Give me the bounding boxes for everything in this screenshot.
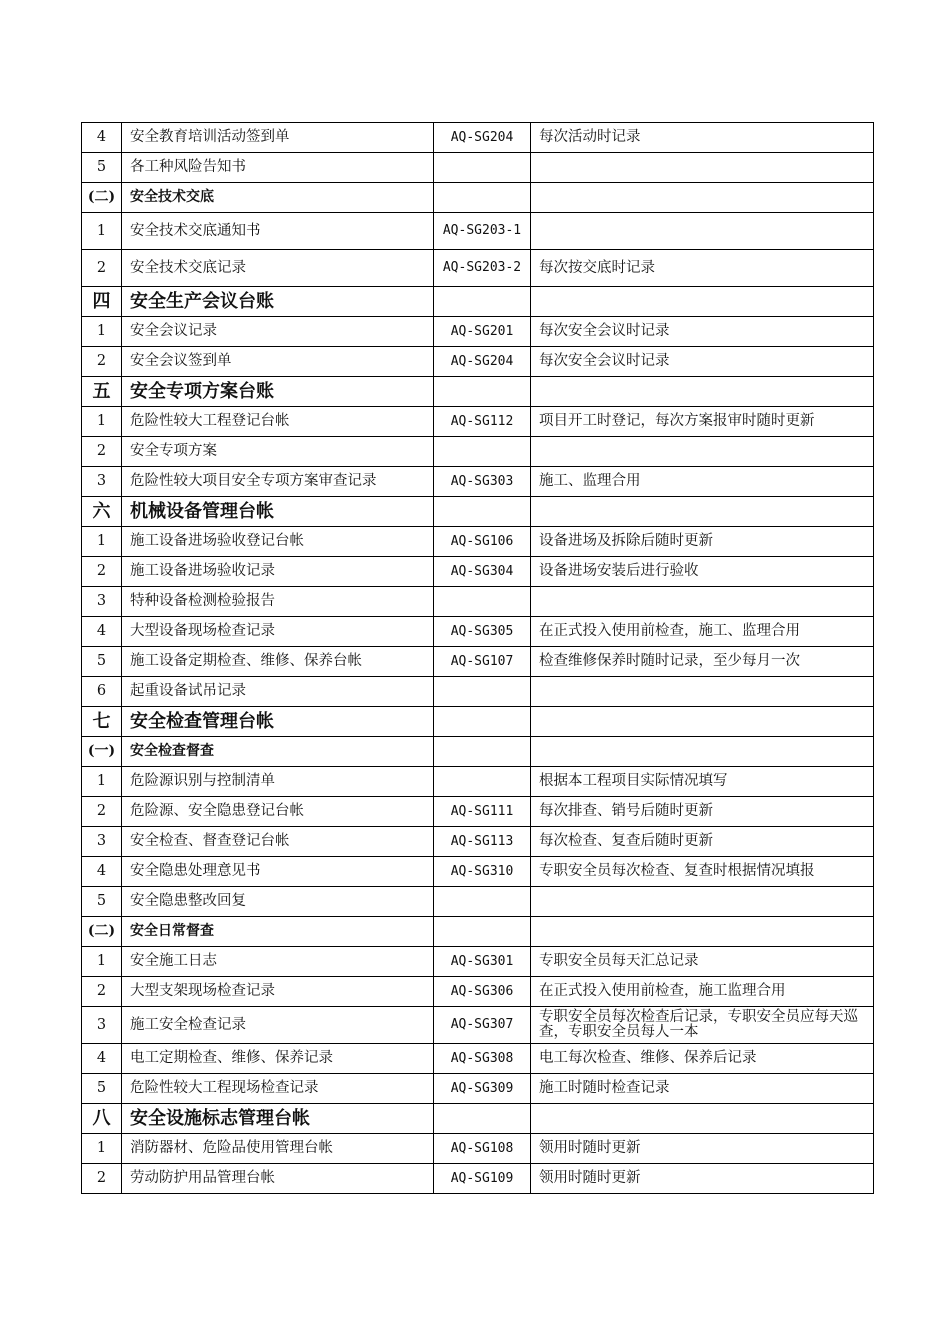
record-note bbox=[531, 213, 874, 250]
form-code bbox=[434, 497, 531, 527]
record-name: 安全专项方案 bbox=[122, 437, 434, 467]
form-code: AQ-SG112 bbox=[434, 407, 531, 437]
table-row bbox=[82, 887, 874, 917]
row-number: 2 bbox=[82, 1164, 122, 1194]
row-number: 1 bbox=[82, 947, 122, 977]
section-header-row bbox=[82, 1104, 874, 1134]
row-number: 1 bbox=[82, 767, 122, 797]
form-code bbox=[434, 677, 531, 707]
record-name: 安全检查、督查登记台帐 bbox=[122, 827, 434, 857]
row-number: 2 bbox=[82, 250, 122, 287]
table-row bbox=[82, 767, 874, 797]
form-code: AQ-SG305 bbox=[434, 617, 531, 647]
record-name: 施工安全检查记录 bbox=[122, 1007, 434, 1044]
table-row bbox=[82, 557, 874, 587]
section-header-row bbox=[82, 377, 874, 407]
form-code: AQ-SG310 bbox=[434, 857, 531, 887]
record-name: 消防器材、危险品使用管理台帐 bbox=[122, 1134, 434, 1164]
form-code bbox=[434, 287, 531, 317]
row-number: 5 bbox=[82, 1074, 122, 1104]
table-row bbox=[82, 977, 874, 1007]
table-row bbox=[82, 587, 874, 617]
record-name: 安全施工日志 bbox=[122, 947, 434, 977]
record-note bbox=[531, 707, 874, 737]
record-name: 安全技术交底 bbox=[122, 183, 434, 213]
record-note: 设备进场安装后进行验收 bbox=[531, 557, 874, 587]
table-row bbox=[82, 317, 874, 347]
record-note: 在正式投入使用前检查，施工监理合用 bbox=[531, 977, 874, 1007]
record-name: 安全日常督查 bbox=[122, 917, 434, 947]
record-note: 每次安全会议时记录 bbox=[531, 347, 874, 377]
form-code: AQ-SG111 bbox=[434, 797, 531, 827]
row-number: 5 bbox=[82, 647, 122, 677]
form-code: AQ-SG301 bbox=[434, 947, 531, 977]
table-row bbox=[82, 123, 874, 153]
record-note: 专职安全员每次检查后记录，专职安全员应每天巡查，专职安全员每人一本 bbox=[531, 1007, 874, 1044]
form-code: AQ-SG113 bbox=[434, 827, 531, 857]
record-name: 危险性较大工程现场检查记录 bbox=[122, 1074, 434, 1104]
table-row bbox=[82, 407, 874, 437]
record-name: 电工定期检查、维修、保养记录 bbox=[122, 1044, 434, 1074]
record-name: 安全教育培训活动签到单 bbox=[122, 123, 434, 153]
form-code: AQ-SG307 bbox=[434, 1007, 531, 1044]
ledger-body bbox=[82, 123, 874, 1194]
row-number: (二) bbox=[82, 183, 122, 213]
row-number: 2 bbox=[82, 977, 122, 1007]
table-row bbox=[82, 527, 874, 557]
table-row bbox=[82, 617, 874, 647]
form-code bbox=[434, 767, 531, 797]
row-number: 四 bbox=[82, 287, 122, 317]
record-note: 每次检查、复查后随时更新 bbox=[531, 827, 874, 857]
table-row bbox=[82, 347, 874, 377]
record-name: 各工种风险告知书 bbox=[122, 153, 434, 183]
record-name: 特种设备检测检验报告 bbox=[122, 587, 434, 617]
subsection-header-row bbox=[82, 737, 874, 767]
table-row bbox=[82, 677, 874, 707]
record-note: 每次排查、销号后随时更新 bbox=[531, 797, 874, 827]
record-note: 施工时随时检查记录 bbox=[531, 1074, 874, 1104]
form-code: AQ-SG203-1 bbox=[434, 213, 531, 250]
form-code bbox=[434, 737, 531, 767]
row-number: 6 bbox=[82, 677, 122, 707]
table-row bbox=[82, 1007, 874, 1044]
form-code bbox=[434, 587, 531, 617]
form-code: AQ-SG304 bbox=[434, 557, 531, 587]
record-name: 施工设备定期检查、维修、保养台帐 bbox=[122, 647, 434, 677]
table-row bbox=[82, 857, 874, 887]
record-name: 安全专项方案台账 bbox=[122, 377, 434, 407]
table-row bbox=[82, 437, 874, 467]
section-header-row bbox=[82, 707, 874, 737]
record-note bbox=[531, 497, 874, 527]
record-name: 施工设备进场验收登记台帐 bbox=[122, 527, 434, 557]
record-name: 安全生产会议台账 bbox=[122, 287, 434, 317]
row-number: 3 bbox=[82, 827, 122, 857]
form-code: AQ-SG204 bbox=[434, 347, 531, 377]
record-note bbox=[531, 887, 874, 917]
record-note: 领用时随时更新 bbox=[531, 1134, 874, 1164]
record-note: 每次活动时记录 bbox=[531, 123, 874, 153]
form-code: AQ-SG109 bbox=[434, 1164, 531, 1194]
row-number: 七 bbox=[82, 707, 122, 737]
subsection-header-row bbox=[82, 917, 874, 947]
row-number: 五 bbox=[82, 377, 122, 407]
form-code bbox=[434, 183, 531, 213]
subsection-header-row bbox=[82, 183, 874, 213]
row-number: 1 bbox=[82, 213, 122, 250]
form-code bbox=[434, 707, 531, 737]
record-name: 危险性较大工程登记台帐 bbox=[122, 407, 434, 437]
record-note: 项目开工时登记，每次方案报审时随时更新 bbox=[531, 407, 874, 437]
table-row bbox=[82, 947, 874, 977]
table-row bbox=[82, 250, 874, 287]
form-code: AQ-SG108 bbox=[434, 1134, 531, 1164]
record-name: 机械设备管理台帐 bbox=[122, 497, 434, 527]
table-row bbox=[82, 647, 874, 677]
section-header-row bbox=[82, 287, 874, 317]
record-name: 安全会议记录 bbox=[122, 317, 434, 347]
record-note bbox=[531, 377, 874, 407]
record-name: 危险源、安全隐患登记台帐 bbox=[122, 797, 434, 827]
record-name: 劳动防护用品管理台帐 bbox=[122, 1164, 434, 1194]
form-code: AQ-SG303 bbox=[434, 467, 531, 497]
row-number: 3 bbox=[82, 1007, 122, 1044]
record-note bbox=[531, 183, 874, 213]
table-row bbox=[82, 1044, 874, 1074]
record-name: 安全检查督查 bbox=[122, 737, 434, 767]
record-note bbox=[531, 1104, 874, 1134]
form-code: AQ-SG106 bbox=[434, 527, 531, 557]
form-code bbox=[434, 1104, 531, 1134]
form-code bbox=[434, 887, 531, 917]
record-name: 安全设施标志管理台帐 bbox=[122, 1104, 434, 1134]
form-code bbox=[434, 437, 531, 467]
record-note: 检查维修保养时随时记录，至少每月一次 bbox=[531, 647, 874, 677]
table-row bbox=[82, 467, 874, 497]
record-name: 安全隐患处理意见书 bbox=[122, 857, 434, 887]
record-note bbox=[531, 287, 874, 317]
table-row bbox=[82, 1164, 874, 1194]
record-note: 设备进场及拆除后随时更新 bbox=[531, 527, 874, 557]
record-name: 安全隐患整改回复 bbox=[122, 887, 434, 917]
record-name: 大型设备现场检查记录 bbox=[122, 617, 434, 647]
row-number: 1 bbox=[82, 317, 122, 347]
row-number: 六 bbox=[82, 497, 122, 527]
form-code: AQ-SG309 bbox=[434, 1074, 531, 1104]
table-row bbox=[82, 153, 874, 183]
record-note bbox=[531, 737, 874, 767]
table-row bbox=[82, 797, 874, 827]
record-note: 根据本工程项目实际情况填写 bbox=[531, 767, 874, 797]
record-name: 危险性较大项目安全专项方案审查记录 bbox=[122, 467, 434, 497]
row-number: 5 bbox=[82, 153, 122, 183]
row-number: 2 bbox=[82, 797, 122, 827]
row-number: 八 bbox=[82, 1104, 122, 1134]
record-name: 危险源识别与控制清单 bbox=[122, 767, 434, 797]
form-code bbox=[434, 917, 531, 947]
row-number: (二) bbox=[82, 917, 122, 947]
record-note: 电工每次检查、维修、保养后记录 bbox=[531, 1044, 874, 1074]
record-note bbox=[531, 677, 874, 707]
record-note: 专职安全员每次检查、复查时根据情况填报 bbox=[531, 857, 874, 887]
record-name: 安全技术交底通知书 bbox=[122, 213, 434, 250]
record-note: 在正式投入使用前检查，施工、监理合用 bbox=[531, 617, 874, 647]
row-number: 4 bbox=[82, 617, 122, 647]
form-code: AQ-SG107 bbox=[434, 647, 531, 677]
record-note: 施工、监理合用 bbox=[531, 467, 874, 497]
record-name: 施工设备进场验收记录 bbox=[122, 557, 434, 587]
record-name: 大型支架现场检查记录 bbox=[122, 977, 434, 1007]
record-name: 安全会议签到单 bbox=[122, 347, 434, 377]
ledger-table bbox=[81, 122, 874, 1194]
record-note bbox=[531, 437, 874, 467]
row-number: 3 bbox=[82, 467, 122, 497]
row-number: 5 bbox=[82, 887, 122, 917]
record-note: 专职安全员每天汇总记录 bbox=[531, 947, 874, 977]
record-note bbox=[531, 153, 874, 183]
section-header-row bbox=[82, 497, 874, 527]
form-code bbox=[434, 153, 531, 183]
form-code: AQ-SG306 bbox=[434, 977, 531, 1007]
table-row bbox=[82, 827, 874, 857]
table-row bbox=[82, 213, 874, 250]
record-note: 领用时随时更新 bbox=[531, 1164, 874, 1194]
row-number: (一) bbox=[82, 737, 122, 767]
row-number: 1 bbox=[82, 407, 122, 437]
form-code: AQ-SG308 bbox=[434, 1044, 531, 1074]
table-row bbox=[82, 1134, 874, 1164]
row-number: 3 bbox=[82, 587, 122, 617]
form-code: AQ-SG201 bbox=[434, 317, 531, 347]
record-name: 起重设备试吊记录 bbox=[122, 677, 434, 707]
record-name: 安全技术交底记录 bbox=[122, 250, 434, 287]
record-note bbox=[531, 587, 874, 617]
row-number: 2 bbox=[82, 557, 122, 587]
record-note: 每次按交底时记录 bbox=[531, 250, 874, 287]
row-number: 4 bbox=[82, 1044, 122, 1074]
form-code: AQ-SG204 bbox=[434, 123, 531, 153]
table-row bbox=[82, 1074, 874, 1104]
record-name: 安全检查管理台帐 bbox=[122, 707, 434, 737]
row-number: 2 bbox=[82, 347, 122, 377]
row-number: 1 bbox=[82, 1134, 122, 1164]
record-note: 每次安全会议时记录 bbox=[531, 317, 874, 347]
record-note bbox=[531, 917, 874, 947]
row-number: 1 bbox=[82, 527, 122, 557]
form-code bbox=[434, 377, 531, 407]
form-code: AQ-SG203-2 bbox=[434, 250, 531, 287]
row-number: 4 bbox=[82, 857, 122, 887]
row-number: 2 bbox=[82, 437, 122, 467]
row-number: 4 bbox=[82, 123, 122, 153]
